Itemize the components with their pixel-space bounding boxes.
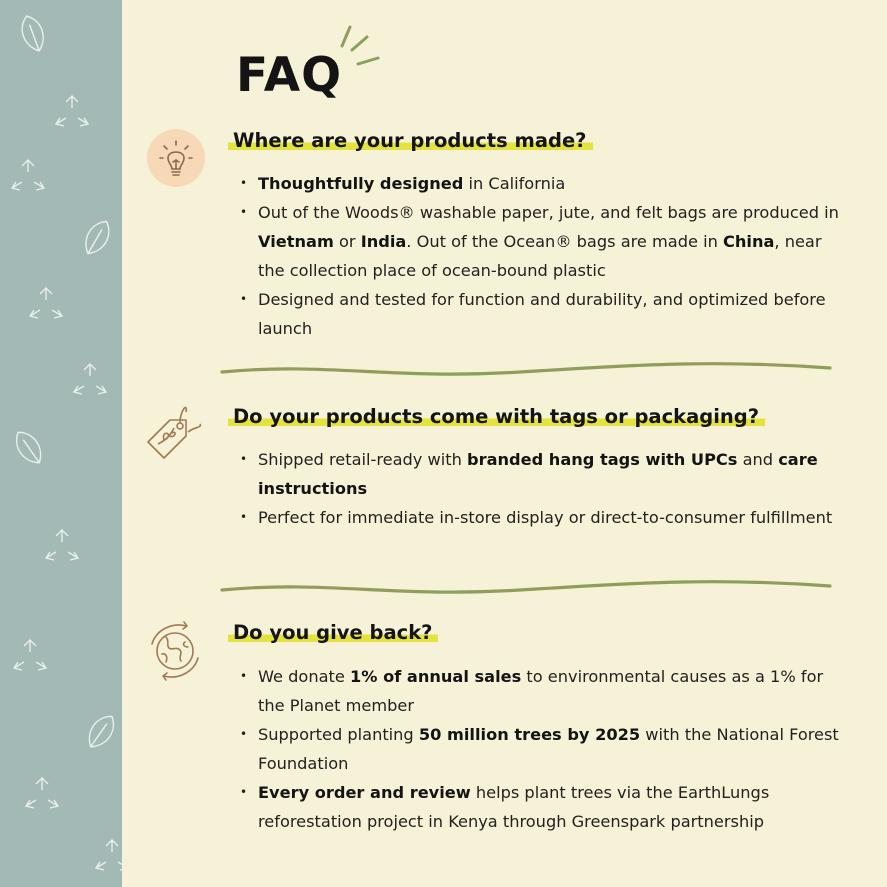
answer-item: [240, 778, 840, 836]
answer-text: helps plant trees via the EarthLungs reforestation project in Kenya through Greenspark partnership: [258, 783, 770, 831]
answer-item: [240, 445, 840, 503]
title-block: [236, 48, 342, 104]
answer-emphasis: 50 million trees by 2025: [418, 725, 641, 744]
answer-text: Designed and tested for function and durability, and optimized before launch: [258, 290, 826, 338]
recycle-icon: [72, 362, 108, 398]
answer-item: [240, 503, 840, 532]
globe-cycle-icon: [144, 620, 206, 682]
recycle-icon: [12, 638, 48, 674]
recycle-icon: [54, 94, 90, 130]
answer-emphasis: branded hang tags with UPCs: [467, 450, 738, 469]
answer-text: to environmental causes as a 1% for the Planet member: [258, 667, 824, 715]
page-title: FAQ: [236, 48, 343, 103]
lightbulb-icon: [146, 128, 206, 188]
answer-item: [240, 285, 840, 343]
question-heading: Do your products come with tags or packaging?: [228, 406, 765, 428]
recycle-icon: [10, 158, 46, 194]
decorative-sidebar: [0, 0, 122, 887]
answer-list: [240, 662, 840, 836]
wavy-divider: [220, 360, 832, 382]
answer-emphasis: India: [360, 232, 407, 251]
answer-text: Shipped retail-ready with: [258, 450, 467, 469]
answer-text: or: [333, 232, 361, 251]
answer-text: Out of the Woods® washable paper, jute, and felt bags are produced in: [258, 203, 839, 222]
answer-text: in California: [463, 174, 566, 193]
recycle-icon: [44, 528, 80, 564]
question-heading: Where are your products made?: [228, 130, 593, 152]
answer-text: We donate: [258, 667, 350, 686]
answer-text: , near the collection place of ocean-bound plastic: [258, 232, 822, 280]
tag-icon: [140, 398, 208, 466]
answer-emphasis: Thoughtfully designed: [258, 174, 464, 193]
leaf-icon: [16, 12, 50, 56]
answer-list: [240, 445, 840, 532]
answer-text: with the National Forest Foundation: [258, 725, 839, 773]
answer-item: [240, 198, 840, 285]
answer-text: Supported planting: [258, 725, 419, 744]
question-heading: Do you give back?: [228, 622, 438, 644]
answer-item: [240, 169, 840, 198]
answer-emphasis: Every order and review: [258, 783, 471, 802]
leaf-icon: [12, 426, 46, 470]
recycle-icon: [24, 776, 60, 812]
recycle-icon: [28, 286, 64, 322]
sparkle-lines-icon: [334, 22, 382, 68]
answer-emphasis: Vietnam: [258, 232, 334, 251]
answer-list: [240, 169, 840, 343]
answer-item: [240, 720, 840, 778]
leaf-icon: [84, 710, 118, 754]
wavy-divider: [220, 578, 832, 600]
leaf-icon: [80, 216, 114, 260]
answer-text: Perfect for immediate in-store display or direct-to-consumer fulfillment: [258, 508, 833, 527]
answer-text: and: [737, 450, 779, 469]
answer-item: [240, 662, 840, 720]
answer-text: . Out of the Ocean® bags are made in: [406, 232, 723, 251]
answer-emphasis: China: [723, 232, 775, 251]
answer-emphasis: 1% of annual sales: [349, 667, 522, 686]
recycle-icon: [94, 838, 122, 874]
answer-emphasis: care instructions: [258, 450, 818, 498]
